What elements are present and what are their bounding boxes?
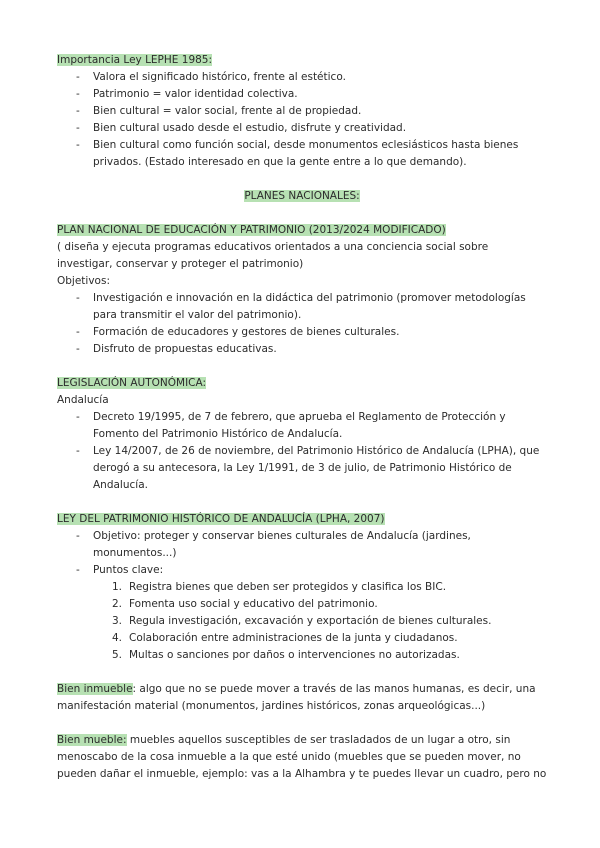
list-item: - Valora el significado histórico, frente al estético.	[57, 69, 547, 86]
list-item: - Ley 14/2007, de 26 de noviembre, del Patrimonio Histórico de Andalucía (LPHA), que derogó a su antecesora, la Ley 1/1991, de 3 de julio, de Patrimonio Histórico de Andalucía.	[57, 443, 547, 494]
list-item: 2. Fomenta uso social y educativo del patrimonio.	[112, 598, 378, 610]
mueble-paragraph: Bien mueble: muebles aquellos susceptibles de ser trasladados de un lugar a otro, sin menoscabo de la cosa inmueble a la que esté unido (muebles que se pueden mover, no pueden dañar el inmueble, ejemplo: vas a la Alhambra y te puedes llevar un cuadro, pero no	[57, 734, 547, 780]
list-item: - Bien cultural = valor social, frente al de propiedad.	[57, 103, 547, 120]
legislacion-list	[57, 409, 547, 494]
list-item: 1. Registra bienes que deben ser protegidos y clasifica los BIC.	[112, 581, 447, 593]
list-item: 4. Colaboración entre administraciones de la junta y ciudadanos.	[112, 632, 458, 644]
list-item: 3. Regula investigación, excavación y exportación de bienes culturales.	[112, 615, 492, 627]
list-item: - Bien cultural usado desde el estudio, disfrute y creatividad.	[57, 120, 547, 137]
list-item: - Bien cultural como función social, desde monumentos eclesiásticos hasta bienes privados. (Estado interesado en que la gente entre a lo que demando).	[57, 137, 547, 171]
section-heading-plan: PLAN NACIONAL DE EDUCACIÓN Y PATRIMONIO (2013/2024 MODIFICADO)	[57, 224, 446, 236]
list-item: - Investigación e innovación en la didáctica del patrimonio (promover metodologías para transmitir el valor del patrimonio).	[57, 290, 547, 324]
mueble-term: Bien mueble:	[57, 734, 127, 746]
lephe-list	[57, 69, 547, 171]
inmueble-paragraph: Bien inmueble: algo que no se puede mover a través de las manos humanas, es decir, una manifestación material (monumentos, jardines históricos, zonas arqueológicas...)	[57, 683, 536, 712]
objetivos-label: Objetivos:	[57, 275, 110, 287]
list-item: - Patrimonio = valor identidad colectiva.	[57, 86, 547, 103]
list-item: - Decreto 19/1995, de 7 de febrero, que aprueba el Reglamento de Protección y Fomento del Patrimonio Histórico de Andalucía.	[57, 409, 547, 443]
list-item: - Objetivo: proteger y conservar bienes culturales de Andalucía (jardines, monumentos...)	[57, 528, 547, 562]
section-heading-legislacion: LEGISLACIÓN AUTONÓMICA:	[57, 377, 207, 389]
region-label: Andalucía	[57, 394, 109, 406]
objetivos-list	[57, 290, 547, 358]
puntos-clave-list	[57, 579, 547, 664]
inmueble-term: Bien inmueble	[57, 683, 133, 695]
lpha-list	[57, 528, 547, 579]
list-item: 5. Multas o sanciones por daños o intervenciones no autorizadas.	[112, 649, 460, 661]
document-page	[57, 52, 547, 783]
plan-description: ( diseña y ejecuta programas educativos orientados a una conciencia social sobre investigar, conservar y proteger el patrimonio)	[57, 241, 489, 270]
section-heading-lpha: LEY DEL PATRIMONIO HISTÓRICO DE ANDALUCÍA (LPHA, 2007)	[57, 513, 385, 525]
list-item: - Formación de educadores y gestores de bienes culturales.	[57, 324, 547, 341]
planes-title: PLANES NACIONALES:	[244, 190, 360, 202]
section-heading-lephe: Importancia Ley LEPHE 1985:	[57, 54, 213, 66]
list-item: - Disfruto de propuestas educativas.	[57, 341, 547, 358]
list-item: - Puntos clave:	[57, 562, 547, 579]
